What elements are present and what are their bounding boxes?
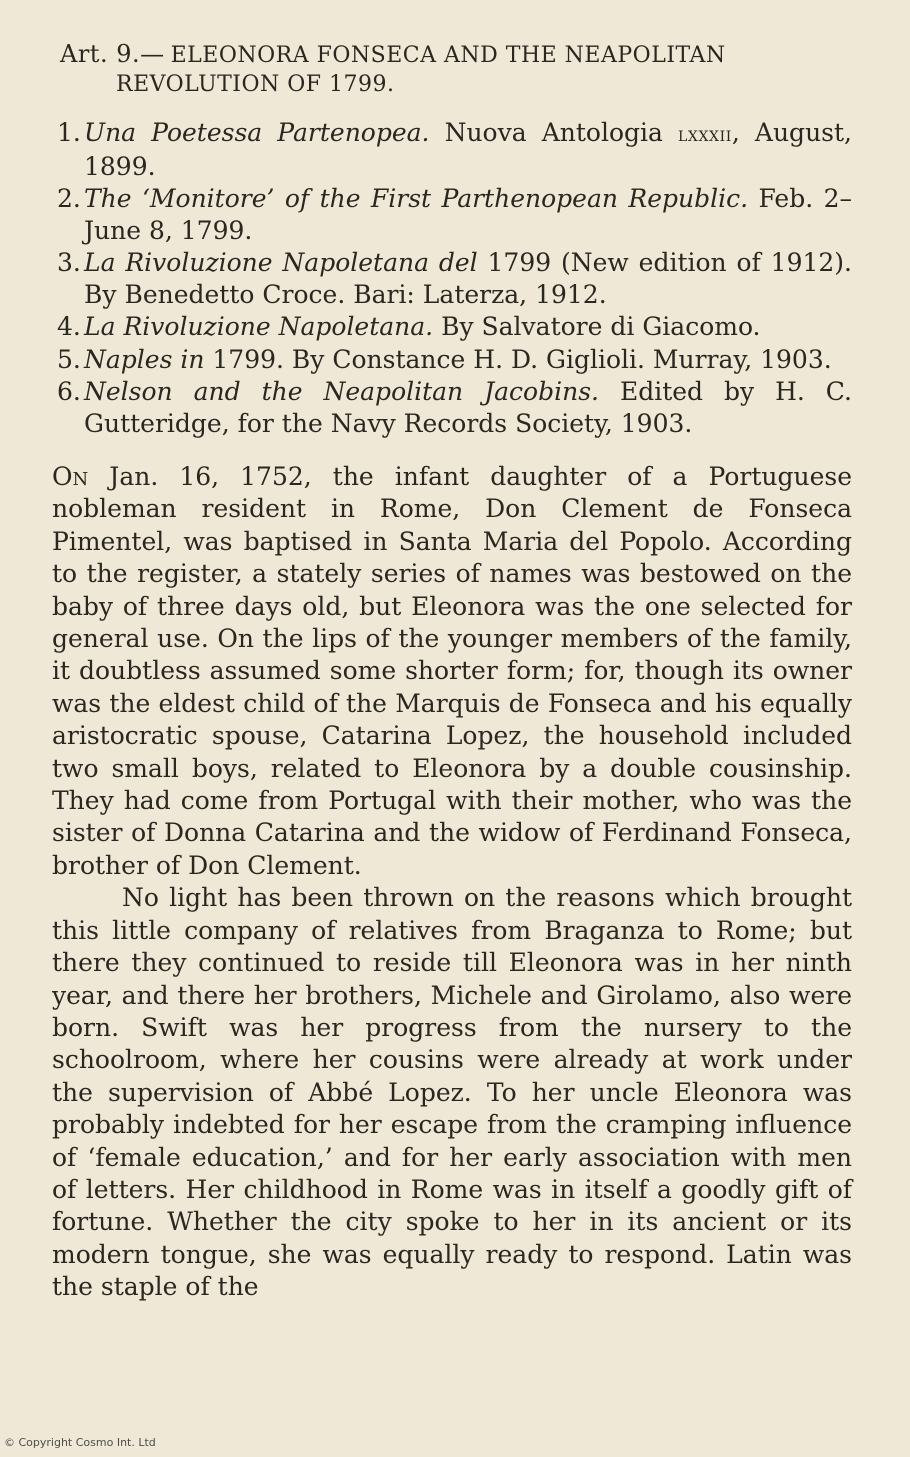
reference-details: 1799. By Constance H. D. Giglioli. Murray, 1903. — [204, 344, 832, 374]
reference-details-end: , August, 1899. — [84, 118, 852, 181]
article-heading — [60, 40, 852, 99]
reference-details: 1799 (New edition of 1912). By Benedetto Croce. Bari: Laterza, 1912. — [84, 248, 852, 309]
reference-item — [52, 376, 852, 439]
reference-item — [52, 247, 852, 310]
reference-number: 6. — [57, 377, 81, 406]
reference-number: 1. — [57, 118, 81, 147]
article-title-line-2: REVOLUTION OF 1799. — [116, 72, 395, 97]
reference-volume: lxxxii — [678, 122, 732, 146]
reference-item — [52, 311, 852, 343]
reference-item — [52, 183, 852, 246]
reference-title: La Rivoluzione Napoletana del — [84, 248, 478, 277]
reference-title: Una Poetessa Partenopea. — [84, 118, 430, 147]
reference-details: Feb. 2–June 8, 1799. — [84, 184, 852, 245]
paragraph-1-text: Jan. 16, 1752, the infant daughter of a Portuguese nobleman resident in Rome, Don Clement de Fonseca Pimentel, was baptised in Santa Maria del Popolo. According to the register, a stately series of names was bestowed on the baby of three days old, but Eleonora was the one selected for general use. On the lips of the younger members of the family, it doubtless assumed some shorter form; for, though its owner was the eldest child of the Marquis de Fonseca and his equally aristocratic spouse, Catarina Lopez, the household included two small boys, related to Eleonora by a double cousinship. They had come from Portugal with their mother, who was the sister of Donna Catarina and the widow of Ferdinand Fonseca, brother of Don Clement. — [52, 462, 852, 880]
paragraph-lead-word: On — [52, 462, 89, 491]
reference-title: La Rivoluzione Napoletana. — [84, 312, 434, 341]
paragraph-1 — [52, 461, 852, 882]
article-body — [52, 461, 852, 1304]
article-title-line-1: ELEONORA FONSECA AND THE NEAPOLITAN — [170, 43, 726, 68]
copyright-notice: © Copyright Cosmo Int. Ltd — [4, 1436, 156, 1449]
article-number: Art. 9.— — [60, 40, 165, 68]
reference-number: 2. — [57, 184, 81, 213]
reference-list — [52, 117, 852, 439]
document-page — [52, 40, 852, 1304]
reference-title: Nelson and the Neapolitan Jacobins. — [84, 377, 599, 406]
reference-details: Edited by H. C. Gutteridge, for the Navy Records Society, 1903. — [84, 377, 852, 438]
reference-title: Naples in — [84, 344, 205, 374]
reference-details: Nuova Antologia — [429, 118, 679, 147]
reference-number: 5. — [57, 344, 81, 374]
reference-title: The ‘Monitore’ of the First Parthenopean Republic. — [84, 184, 749, 213]
paragraph-2: No light has been thrown on the reasons which brought this little company of relatives from Braganza to Rome; but there they continued to reside till Eleonora was in her ninth year, and there her brothers, Michele and Girolamo, also were born. Swift was her progress from the nursery to the schoolroom, where her cousins were already at work under the supervision of Abbé Lopez. To her uncle Eleonora was probably indebted for her escape from the cramping influence of ‘female education,’ and for her early association with men of letters. Her childhood in Rome was in itself a goodly gift of fortune. Whether the city spoke to her in its ancient or its modern tongue, she was equally ready to respond. Latin was the staple of the — [52, 883, 852, 1302]
reference-item — [52, 117, 852, 182]
reference-number: 3. — [57, 248, 81, 277]
reference-details: By Salvatore di Giacomo. — [433, 312, 761, 341]
reference-item — [52, 344, 852, 376]
reference-number: 4. — [57, 312, 81, 341]
